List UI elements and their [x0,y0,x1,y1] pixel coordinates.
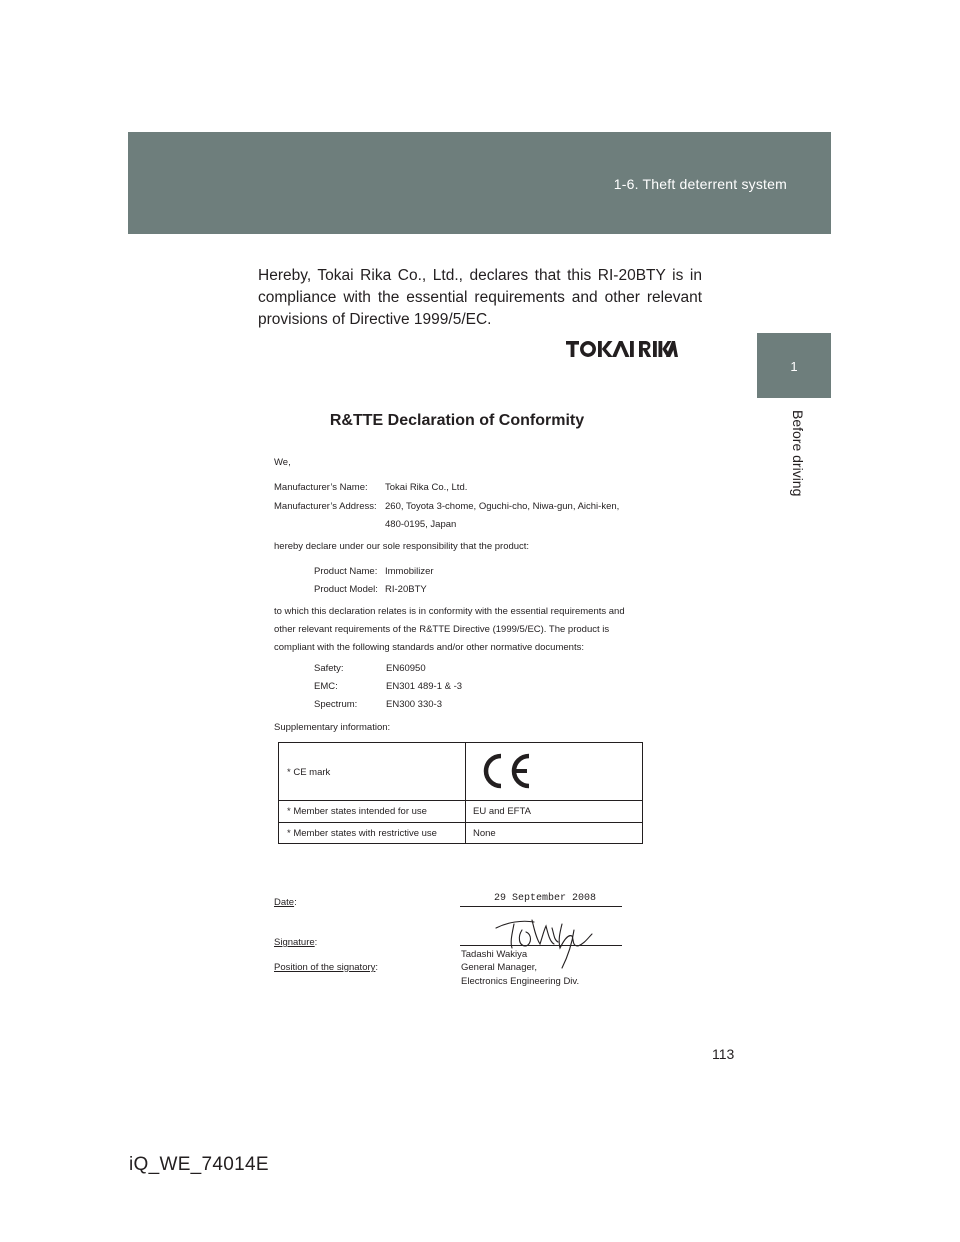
table-cell-value: EU and EFTA [473,806,531,817]
manufacturer-name-label: Manufacturer’s Name: [274,482,368,493]
document-code: iQ_WE_74014E [129,1154,269,1175]
product-name-label: Product Name: [314,566,378,577]
tokai-rika-logo-icon [566,339,678,359]
signatory-title: General Manager, [461,962,538,973]
signature-underline [460,945,622,946]
supplementary-label: Supplementary information: [274,722,391,733]
page-number: 113 [712,1046,735,1062]
section-title: 1-6. Theft deterrent system [613,176,787,192]
declare-line: hereby declare under our sole responsibility that the product: [274,541,530,552]
conformity-line3: compliant with the following standards and/or other normative documents: [274,642,584,653]
ce-mark-icon [479,752,533,793]
table-cell-label: * Member states with restrictive use [287,828,437,839]
signature-label: Signature: [274,937,318,948]
product-name: Immobilizer [385,566,434,577]
date-value: 29 September 2008 [494,893,597,904]
table-row [279,743,642,801]
position-label-text: Position of the signatory [274,962,376,973]
position-label: Position of the signatory: [274,962,379,973]
tokai-rika-logo [566,339,678,364]
supplementary-table [278,742,643,844]
we-text: We, [274,457,291,468]
date-underline [460,906,622,907]
product-model: RI-20BTY [385,584,427,595]
manufacturer-name: Tokai Rika Co., Ltd. [385,482,468,493]
standard-value: EN301 489-1 & -3 [386,681,463,692]
manufacturer-address-line1: 260, Toyota 3-chome, Oguchi-cho, Niwa-gun, Aichi-ken, [385,501,620,512]
product-model-label: Product Model: [314,584,378,595]
standard-label: EMC: [314,681,338,692]
table-cell-label: * Member states intended for use [287,806,427,817]
standard-value: EN60950 [386,663,426,674]
chapter-label [766,410,826,520]
table-row [279,801,642,823]
signature-label-text: Signature [274,937,315,948]
chapter-label-text: Before driving [790,410,806,497]
table-cell-label: * CE mark [287,767,331,778]
conformity-line2: other relevant requirements of the R&TTE Directive (1999/5/EC). The product is [274,624,610,635]
signatory-division: Electronics Engineering Div. [461,976,580,987]
header-band [128,132,831,234]
signatory-name: Tadashi Wakiya [461,949,528,960]
declaration-title: R&TTE Declaration of Conformity [329,412,585,429]
conformity-line1: to which this declaration relates is in conformity with the essential requirements and [274,606,625,617]
table-cell-value: None [473,828,496,839]
manufacturer-address-line2: 480-0195, Japan [385,519,457,530]
date-label-text: Date [274,897,295,908]
chapter-tab [757,333,831,398]
standard-value: EN300 330-3 [386,699,442,710]
manufacturer-address-label: Manufacturer’s Address: [274,501,377,512]
standard-label: Spectrum: [314,699,358,710]
intro-paragraph: Hereby, Tokai Rika Co., Ltd., declares that this RI-20BTY is in compliance with the essential requirements and other relevant provisions of Directive 1999/5/EC. [258,267,702,328]
table-row [279,823,642,844]
standard-label: Safety: [314,663,344,674]
chapter-number: 1 [790,359,798,374]
date-label: Date: [274,897,297,908]
